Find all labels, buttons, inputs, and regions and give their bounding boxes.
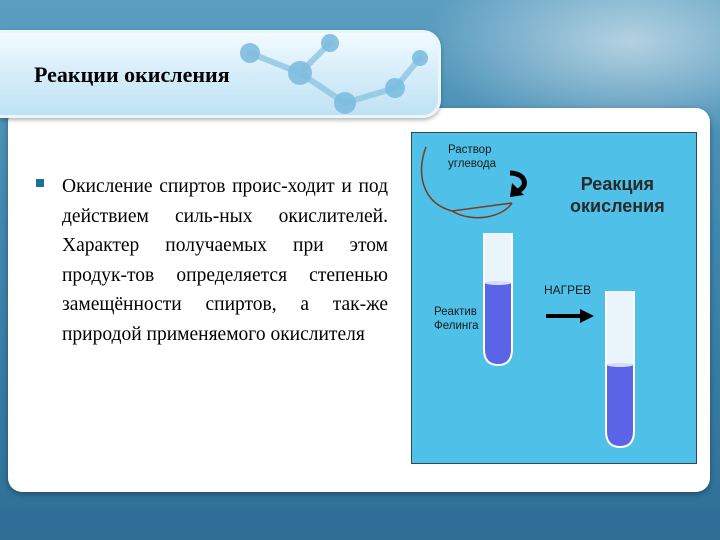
label-solution-line1: Раствор — [448, 144, 492, 156]
test-tube-right-liquid — [607, 365, 633, 446]
label-reaction-line2: окисления — [570, 196, 665, 216]
test-tube-left-liquid — [485, 283, 511, 364]
heat-arrowhead-icon — [580, 309, 594, 323]
label-reagent — [434, 305, 479, 333]
label-reagent-line2: Фелинга — [434, 320, 479, 332]
bullet-text: Окисление спиртов проис-ходит и под действием силь-ных окислителей. Характер получаемых при этом продук-тов определяется степенью замещённости спиртов, а так-же природой применяемого окислителя — [62, 176, 388, 345]
bullet-item — [36, 172, 388, 349]
bullet-marker-icon — [36, 179, 44, 187]
label-solution-line2: углевода — [448, 158, 497, 170]
right-liquid-surface — [607, 363, 633, 367]
oxidation-figure — [411, 132, 697, 464]
label-solution — [448, 143, 496, 171]
label-heat: НАГРЕВ — [544, 283, 592, 297]
slide-title: Реакции окисления — [34, 62, 230, 87]
label-reagent-line1: Реактив — [434, 306, 477, 318]
left-liquid-surface — [485, 281, 511, 285]
label-reaction — [570, 173, 665, 217]
label-reaction-line1: Реакция — [580, 174, 654, 194]
